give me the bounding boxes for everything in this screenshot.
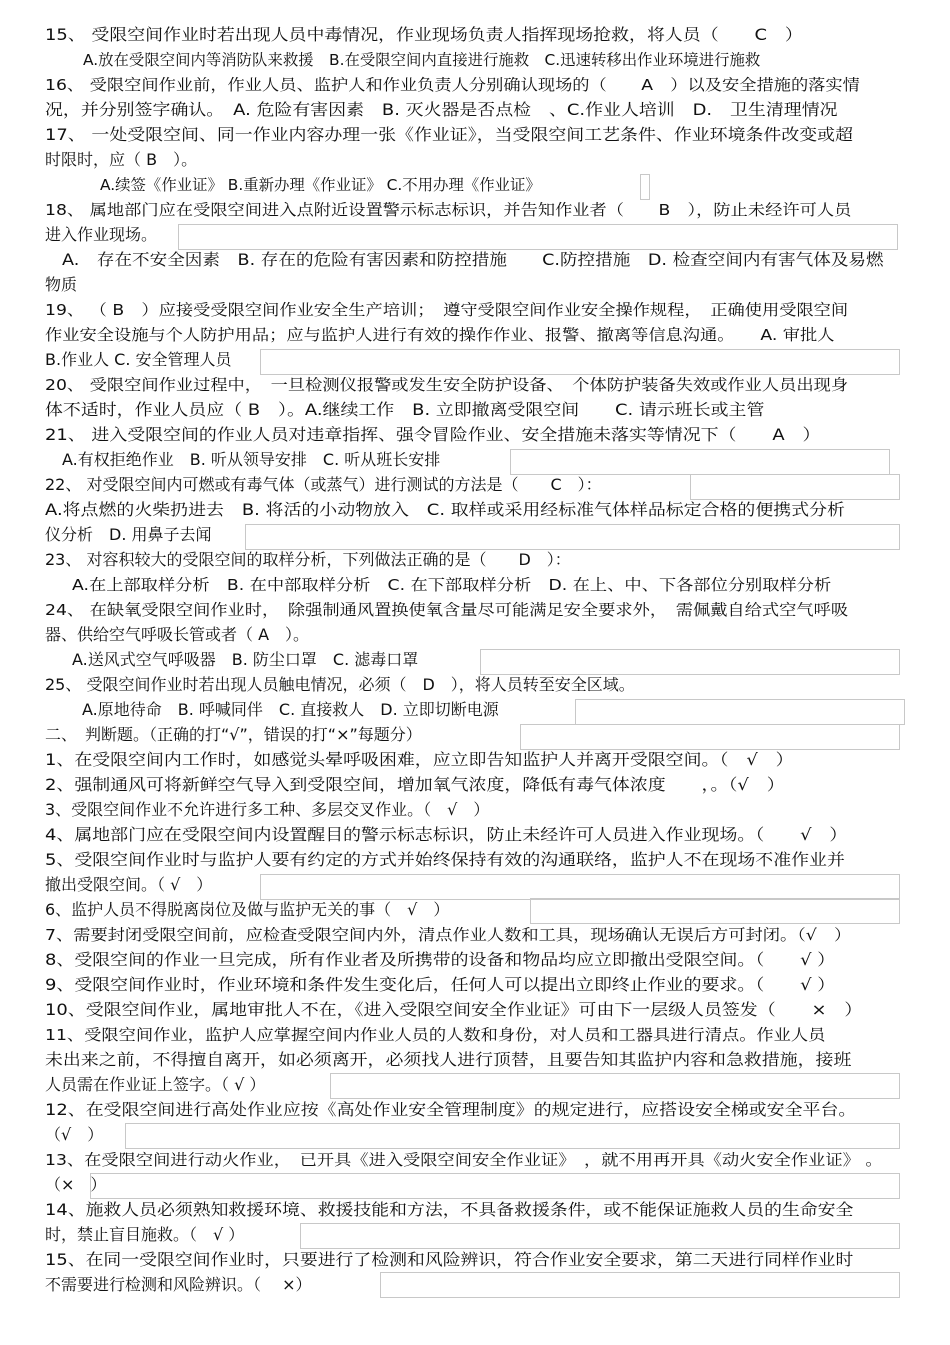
text-line-13: 作业安全设施与个人防护用品；应与监护人进行有效的操作作业、报警、撤离等信息沟通。 A. 审批人 bbox=[45, 326, 835, 344]
frame-box bbox=[640, 174, 650, 200]
text-line-30: 1、在受限空间内工作时，如感觉头晕呼吸困难，应立即告知监护人并离开受限空间。（ √ ） bbox=[45, 750, 794, 769]
frame-box bbox=[480, 649, 900, 675]
text-line-6: 时限时，应（ B ）。 bbox=[45, 150, 198, 169]
frame-box bbox=[260, 874, 900, 900]
text-line-51: 不需要进行检测和风险辨识。（ ×） bbox=[45, 1275, 312, 1294]
frame-box bbox=[330, 1073, 900, 1099]
frame-box bbox=[125, 1123, 900, 1149]
frame-box bbox=[575, 699, 905, 725]
frame-box bbox=[690, 474, 900, 500]
text-line-43: 人员需在作业证上签字。（ √ ） bbox=[45, 1075, 266, 1094]
text-line-37: 7、需要封闭受限空间前，应检查受限空间内外，清点作业人数和工具，现场确认无误后方可封闭。（√ ） bbox=[45, 926, 852, 944]
text-line-23: A.在上部取样分析 B. 在中部取样分析 C. 在下部取样分析 D. 在上、中、下各部位分别取样分析 bbox=[72, 576, 832, 594]
text-line-18: A.有权拒绝作业 B. 听从领导安排 C. 听从班长安排 bbox=[62, 450, 441, 469]
text-line-34: 5、受限空间作业时与监护人要有约定的方式并始终保持有效的沟通联络，监护人不在现场不准作业并 bbox=[45, 850, 845, 869]
text-line-46: 13、在受限空间进行动火作业， 已开具《进入受限空间安全作业证》 ，就不用再开具《动火安全作业证》 。 bbox=[45, 1151, 883, 1169]
text-line-22: 23、 对容积较大的受限空间的取样分析，下列做法正确的是（ D ）： bbox=[45, 550, 571, 569]
text-line-35: 撤出受限空间。（ √ ） bbox=[45, 875, 213, 894]
text-line-44: 12、在受限空间进行高处作业应按《高处作业安全管理制度》的规定进行，应搭设安全梯或安全平台。 bbox=[45, 1100, 857, 1119]
text-line-27: 25、 受限空间作业时若出现人员触电情况，必须（ D ），将人员转至安全区域。 bbox=[45, 675, 635, 694]
text-line-36: 6、监护人员不得脱离岗位及做与监护无关的事（ √ ） bbox=[45, 900, 450, 919]
text-line-41: 11、受限空间作业，监护人应掌握空间内作业人员的人数和身份，对人员和工器具进行清点。作业人员 bbox=[45, 1026, 826, 1044]
text-line-1: 15、 受限空间作业时若出现人员中毒情况，作业现场负责人指挥现场抢救，将人员（ C ） bbox=[45, 25, 803, 44]
text-line-10: A. 存在不安全因素 B. 存在的危险有害因素和防控措施 C.防控措施 D. 检查空间内有害气体及易燃 bbox=[62, 250, 884, 269]
text-line-39: 9、受限空间作业时，作业环境和条件发生变化后，任何人可以提出立即终止作业的要求。（ √ ） bbox=[45, 975, 836, 994]
text-line-7: A.续签《作业证》 B.重新办理《作业证》 C.不用办理《作业证》 bbox=[100, 176, 541, 194]
frame-box bbox=[530, 898, 900, 924]
text-line-48: 14、施救人员必须熟知救援环境、救援技能和方法，不具备救援条件，或不能保证施救人员的生命安全 bbox=[45, 1200, 854, 1219]
frame-box bbox=[178, 224, 898, 250]
text-line-29: 二、 判断题。（正确的打“√”，错误的打“×”每题分） bbox=[45, 725, 422, 744]
text-line-19: 22、 对受限空间内可燃或有毒气体（或蒸气）进行测试的方法是（ C ）： bbox=[45, 475, 602, 494]
text-line-20: A.将点燃的火柴扔进去 B. 将活的小动物放入 C. 取样或采用经标准气体样品标定合格的便携式分析 bbox=[45, 500, 845, 519]
text-line-24: 24、 在缺氧受限空间作业时， 除强制通风置换使氧含量尽可能满足安全要求外， 需佩戴自给式空气呼吸 bbox=[45, 601, 849, 619]
text-line-50: 15、在同一受限空间作业时，只要进行了检测和风险辨识，符合作业安全要求，第二天进行同样作业时 bbox=[45, 1250, 854, 1269]
text-line-28: A.原地待命 B. 呼喊同伴 C. 直接救人 D. 立即切断电源 bbox=[82, 700, 499, 719]
text-line-2: A.放在受限空间内等消防队来救援 B.在受限空间内直接进行施救 C.迅速转移出作业环境进行施救 bbox=[83, 51, 761, 69]
text-line-3: 16、 受限空间作业前，作业人员、监护人和作业负责人分别确认现场的（ A ）以及安全措施的落实情 bbox=[45, 76, 860, 94]
text-line-8: 18、 属地部门应在受限空间进入点附近设置警示标志标识，并告知作业者（ B ），防止未经许可人员 bbox=[45, 201, 852, 219]
text-line-21: 仪分析 D. 用鼻子去闻 bbox=[45, 525, 212, 544]
text-line-40: 10、受限空间作业，属地审批人不在，《进入受限空间安全作业证》可由下一层级人员签发（ × ） bbox=[45, 1000, 863, 1019]
text-line-16: 体不适时，作业人员应（ B ）。A.继续工作 B. 立即撤离受限空间 C. 请示班长或主管 bbox=[45, 400, 765, 419]
text-line-38: 8、受限空间的作业一旦完成，所有作业者及所携带的设备和物品均应立即撤出受限空间。（ √ ） bbox=[45, 950, 836, 969]
text-line-11: 物质 bbox=[45, 275, 78, 294]
text-line-47: （× ） bbox=[45, 1175, 107, 1194]
text-line-4: 况，并分别签字确认。 A. 危险有害因素 B. 灭火器是否点检 、C.作业人培训 D. 卫生清理情况 bbox=[45, 100, 838, 119]
text-line-17: 21、 进入受限空间的作业人员对违章指挥、强令冒险作业、安全措施未落实等情况下（ A ） bbox=[45, 425, 821, 444]
frame-box bbox=[520, 724, 900, 750]
frame-box bbox=[300, 1223, 900, 1249]
frame-box bbox=[90, 1173, 900, 1199]
frame-box bbox=[245, 524, 900, 550]
frame-box bbox=[380, 1272, 900, 1298]
text-line-9: 进入作业现场。 bbox=[45, 225, 158, 244]
text-line-15: 20、 受限空间作业过程中， 一旦检测仪报警或发生安全防护设备、 个体防护装备失效或作业人员出现身 bbox=[45, 376, 849, 394]
text-line-31: 2、强制通风可将新鲜空气导入到受限空间，增加氧气浓度，降低有毒气体浓度 ，。（√ ） bbox=[45, 775, 785, 794]
text-line-12: 19、 （ B ）应接受受限空间作业安全生产培训； 遵守受限空间作业安全操作规程， 正确使用受限空间 bbox=[45, 301, 849, 319]
text-line-5: 17、 一处受限空间、同一作业内容办理一张《作业证》，当受限空间工艺条件、作业环境条件改变或超 bbox=[45, 125, 854, 144]
text-line-33: 4、属地部门应在受限空间内设置醒目的警示标志标识，防止未经许可人员进入作业现场。（ √ ） bbox=[45, 825, 848, 844]
text-line-25: 器、供给空气呼吸长管或者（ A ）。 bbox=[45, 625, 310, 644]
text-line-45: （√ ） bbox=[45, 1125, 104, 1144]
frame-box bbox=[510, 449, 890, 475]
text-line-49: 时，禁止盲目施救。（ √ ） bbox=[45, 1225, 245, 1244]
text-line-14: B.作业人 C. 安全管理人员 bbox=[45, 350, 232, 369]
text-line-26: A.送风式空气呼吸器 B. 防尘口罩 C. 滤毒口罩 bbox=[72, 650, 419, 669]
text-line-32: 3、受限空间作业不允许进行多工种、多层交叉作业。（ √ ） bbox=[45, 800, 490, 819]
frame-box bbox=[260, 349, 900, 375]
text-line-42: 未出来之前，不得擅自离开，如必须离开，必须找人进行顶替，且要告知其监护内容和急救措施，接班 bbox=[45, 1050, 852, 1069]
